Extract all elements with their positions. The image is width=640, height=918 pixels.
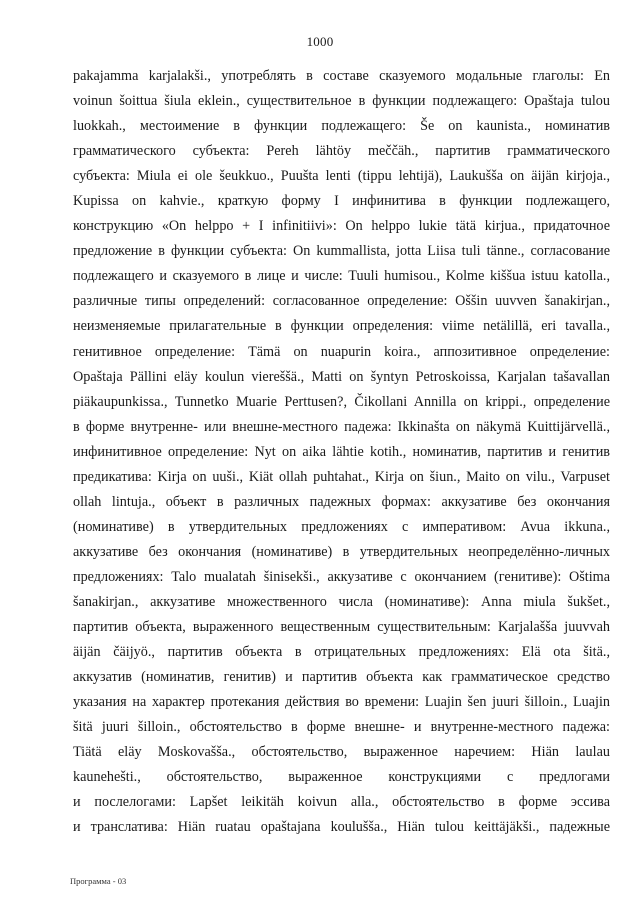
text-line: конструкцию «On helppo + I infinitiivi»: On helppo lukie tätä kirjua., придаточное (73, 218, 610, 235)
text-line: voinun šoittua šiula eklein., существительное в функции подлежащего: Opaštaja tulou (73, 93, 610, 110)
text-line: грамматического субъекта: Pereh lähtöy meččäh., партитив грамматического (73, 143, 610, 160)
text-line: генитивное определение: Tämä on nuapurin koira., аппозитивное определение: (73, 343, 610, 360)
text-line: и транслатива: Hiän ruatau opaštajana koulušša., Hiän tulou keittäjäkši., падежные (73, 819, 610, 836)
text-line: аккузативе без окончания (номинативе) в утвердительных неопределённо-личных (73, 543, 610, 560)
text-line: и послелогами: Lapšet leikitäh koivun alla., обстоятельство в форме эссива (73, 794, 610, 811)
text-line: неизменяемые прилагательные в функции определения: viime netälillä, eri tavalla., (73, 318, 610, 335)
text-line: предложениях: Talo mualatah šinisekši., аккузативе с окончанием (генитиве): Oštima (73, 568, 610, 585)
text-line: в форме внутренне- или внешне-местного падежа: Ikkinašta on näkymä Kuittijärvellä., (73, 418, 610, 435)
text-line: указания на характер протекания действия во времени: Luajin šen juuri šilloin., Luajin (73, 694, 610, 711)
text-line: предикатива: Kirja on uuši., Kiät ollah puhtahat., Kirja on šiun., Maito on vilu., Varpuset (73, 468, 610, 485)
text-line: šitä juuri šilloin., обстоятельство в форме внешне- и внутренне-местного падежа: (73, 719, 610, 736)
text-line: luokkah., местоимение в функции подлежащего: Še on kaunista., номинатив (73, 118, 610, 135)
text-line: различные типы определений: согласованное определение: Oššin uuvven šanakirjan., (73, 293, 610, 310)
text-line: ollah lintuja., объект в различных падежных формах: аккузативе без окончания (73, 493, 610, 510)
text-line: kaunehešti., обстоятельство, выраженное конструкциями с предлогами (73, 769, 610, 786)
text-line: (номинативе) в утвердительных предложениях с императивом: Avua ikkuna., (73, 518, 610, 535)
text-line: аккузатив (номинатив, генитив) и партитив объекта как грамматическое средство (73, 669, 610, 686)
body-text (73, 64, 610, 840)
text-line: šanakirjan., аккузативе множественного числа (номинативе): Anna miula šukšet., (73, 593, 610, 610)
text-line: субъекта: Miula ei ole šeukkuo., Puušta lenti (tippu lehtijä), Laukušša on äijän kirjoja., (73, 168, 610, 185)
text-line: партитив объекта, выраженного вещественным существительным: Karjalašša juuvvah (73, 619, 610, 636)
text-line: äijän čäijyö., партитив объекта в отрицательных предложениях: Elä ota šitä., (73, 644, 610, 661)
text-line: Tiätä eläy Moskovašša., обстоятельство, выраженное наречием: Hiän laulau (73, 744, 610, 761)
text-line: Kupissa on kahvie., краткую форму I инфинитива в функции подлежащего, (73, 193, 610, 210)
text-line: подлежащего и сказуемого в лице и числе: Tuuli humisou., Kolme kiššua istuu katolla., (73, 268, 610, 285)
footer-note: Программа - 03 (70, 876, 127, 886)
text-line: предложение в функции субъекта: On kummallista, jotta Liisa tuli tänne., согласование (73, 243, 610, 260)
text-line: инфинитивное определение: Nyt on aika lähtie kotih., номинатив, партитив и генитив (73, 443, 610, 460)
text-line: piäkaupunkissa., Tunnetko Muarie Perttusen?, Čikollani Annilla on krippi., определение (73, 393, 610, 410)
page-number: 1000 (306, 34, 334, 49)
text-line: Opaštaja Pällini eläy koulun viereššä., Matti on šyntyn Petroskoissa, Karjalan tašavallan (73, 368, 610, 385)
text-line: pakajamma karjalakši., употреблять в составе сказуемого модальные глаголы: En (73, 68, 610, 84)
